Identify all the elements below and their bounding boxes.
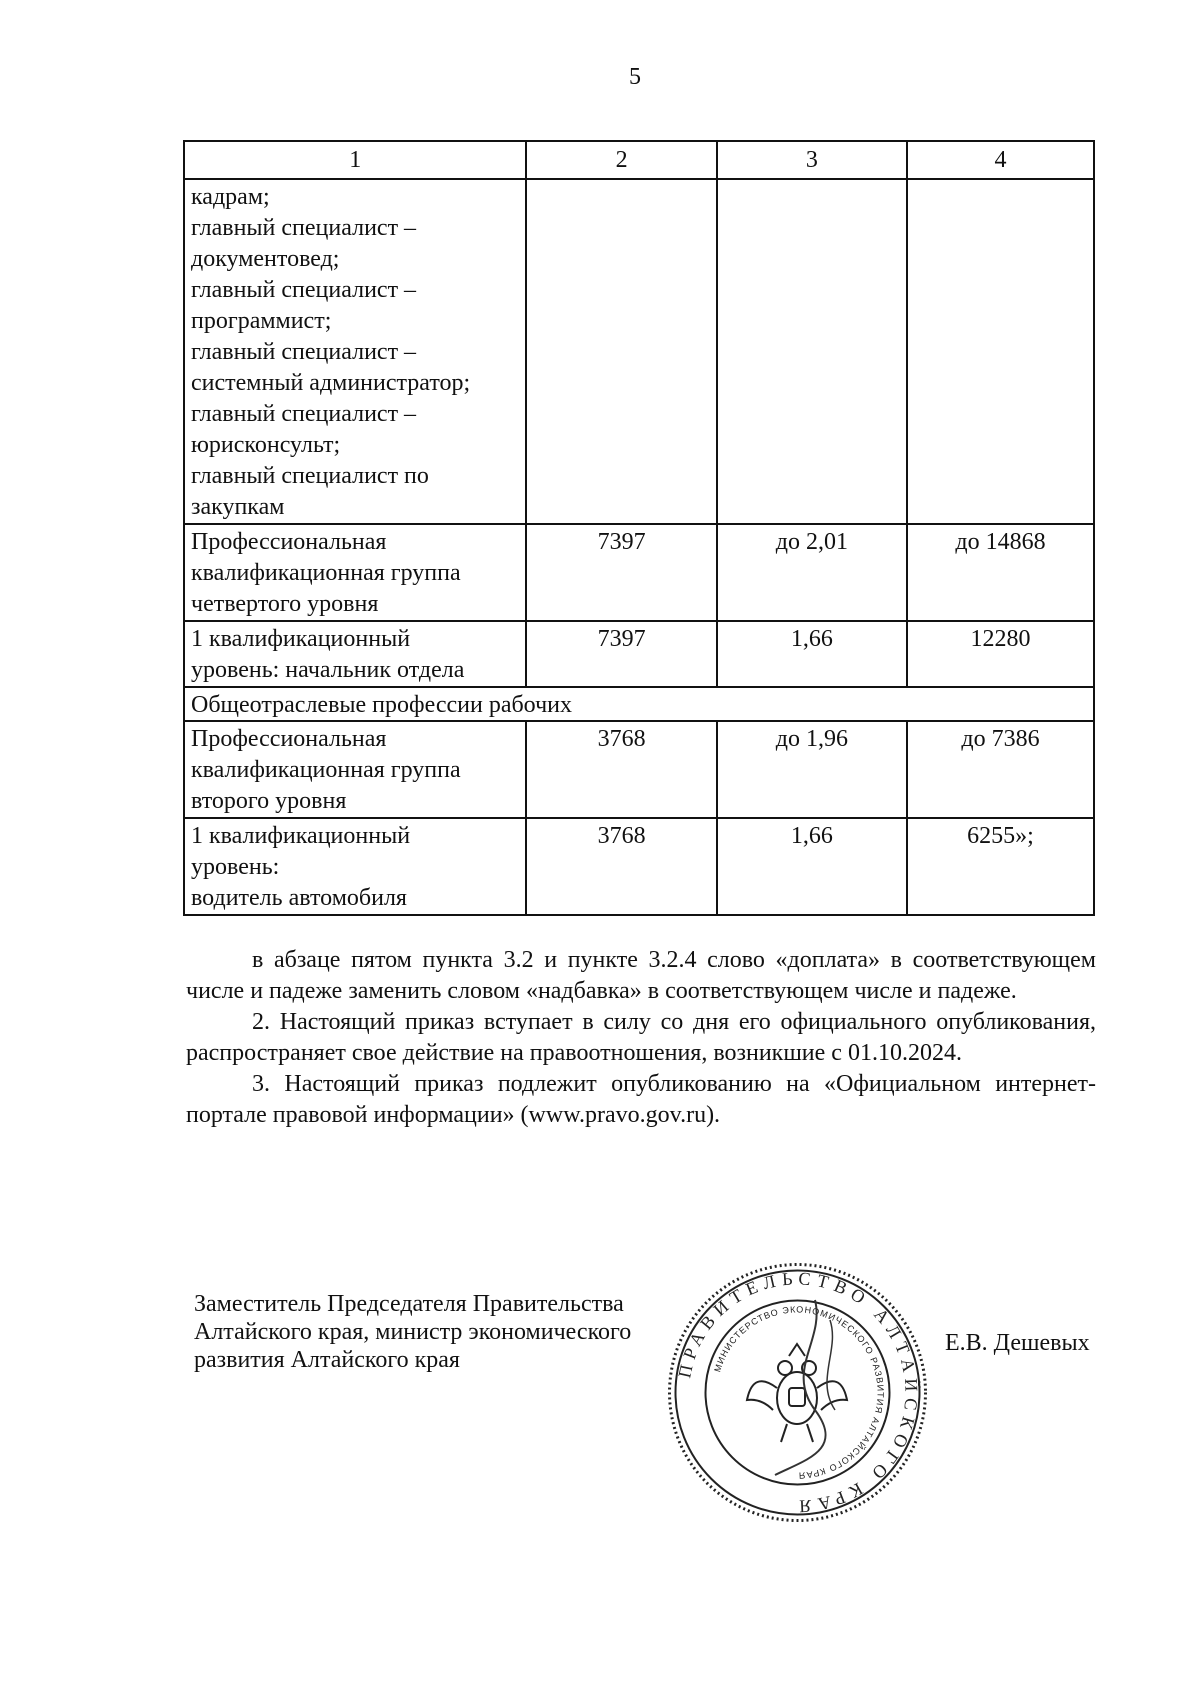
seal-inner-text: МИНИСТЕРСТВО ЭКОНОМИЧЕСКОГО РАЗВИТИЯ АЛТАЙСКОГО КРАЯ: [712, 1304, 886, 1481]
seal-outer-ring: [670, 1265, 926, 1521]
paragraph-amendment: в абзаце пятом пункта 3.2 и пункте 3.2.4 слово «доплата» в соответствующем числе и падеже заменить словом «надбавка» в соответствующем числе и падеже.: [186, 947, 1096, 1004]
table-row: [184, 524, 1094, 621]
coefficient-cell: до 1,96: [717, 721, 907, 818]
official-seal: [665, 1260, 930, 1525]
coefficient-cell: до 2,01: [717, 524, 907, 621]
eagle-emblem-icon: [747, 1344, 847, 1442]
salary-cell: 12280: [907, 621, 1094, 687]
table-row: [184, 721, 1094, 818]
salary-cell: до 7386: [907, 721, 1094, 818]
base-salary-cell: 7397: [526, 621, 716, 687]
position-cell: кадрам; главный специалист – документовед; главный специалист – программист; главный специалист – системный администратор; главный специалист – юрисконсульт; главный специалист по закупкам: [184, 179, 526, 524]
signatory-title-line: Алтайского края, министр экономического: [194, 1319, 632, 1345]
table-row: [184, 621, 1094, 687]
base-salary-cell: 7397: [526, 524, 716, 621]
salary-cell: до 14868: [907, 524, 1094, 621]
column-header-1: 1: [184, 141, 526, 179]
base-salary-cell: 3768: [526, 818, 716, 915]
table-section-row: [184, 687, 1094, 721]
table-row: [184, 818, 1094, 915]
section-heading: Общеотраслевые профессии рабочих: [184, 687, 1094, 721]
table-row: [184, 179, 1094, 524]
salary-table: [183, 140, 1095, 916]
column-header-4: 4: [907, 141, 1094, 179]
salary-cell: [907, 179, 1094, 524]
order-text: [186, 945, 1096, 1131]
coefficient-cell: 1,66: [717, 818, 907, 915]
position-cell: 1 квалификационный уровень: водитель автомобиля: [184, 818, 526, 915]
position-cell: Профессиональная квалификационная группа второго уровня: [184, 721, 526, 818]
base-salary-cell: 3768: [526, 721, 716, 818]
column-header-3: 3: [717, 141, 907, 179]
position-cell: Профессиональная квалификационная группа четвертого уровня: [184, 524, 526, 621]
salary-cell: 6255»;: [907, 818, 1094, 915]
table-header-row: [184, 141, 1094, 179]
page-number: 5: [629, 64, 641, 90]
signatory-name: Е.В. Дешевых: [945, 1330, 1090, 1356]
signatory-title-line: Заместитель Председателя Правительства: [194, 1291, 624, 1317]
seal-inner-ring: [706, 1301, 890, 1485]
signatory-title: [194, 1290, 631, 1374]
paragraph-effective-date: 2. Настоящий приказ вступает в силу со дня его официального опубликования, распространяет свое действие на правоотношения, возникшие с 01.10.2024.: [186, 1009, 1096, 1066]
signatory-title-line: развития Алтайского края: [194, 1347, 460, 1373]
paragraph-publication: 3. Настоящий приказ подлежит опубликованию на «Официальном интернет-портале правовой информации» (www.pravo.gov.ru).: [186, 1071, 1096, 1128]
coefficient-cell: 1,66: [717, 621, 907, 687]
seal-outer-text: ПРАВИТЕЛЬСТВО АЛТАЙСКОГО КРАЯ: [674, 1268, 922, 1517]
signature-stroke: [827, 1320, 835, 1410]
column-header-2: 2: [526, 141, 716, 179]
base-salary-cell: [526, 179, 716, 524]
position-cell: 1 квалификационный уровень: начальник отдела: [184, 621, 526, 687]
coefficient-cell: [717, 179, 907, 524]
